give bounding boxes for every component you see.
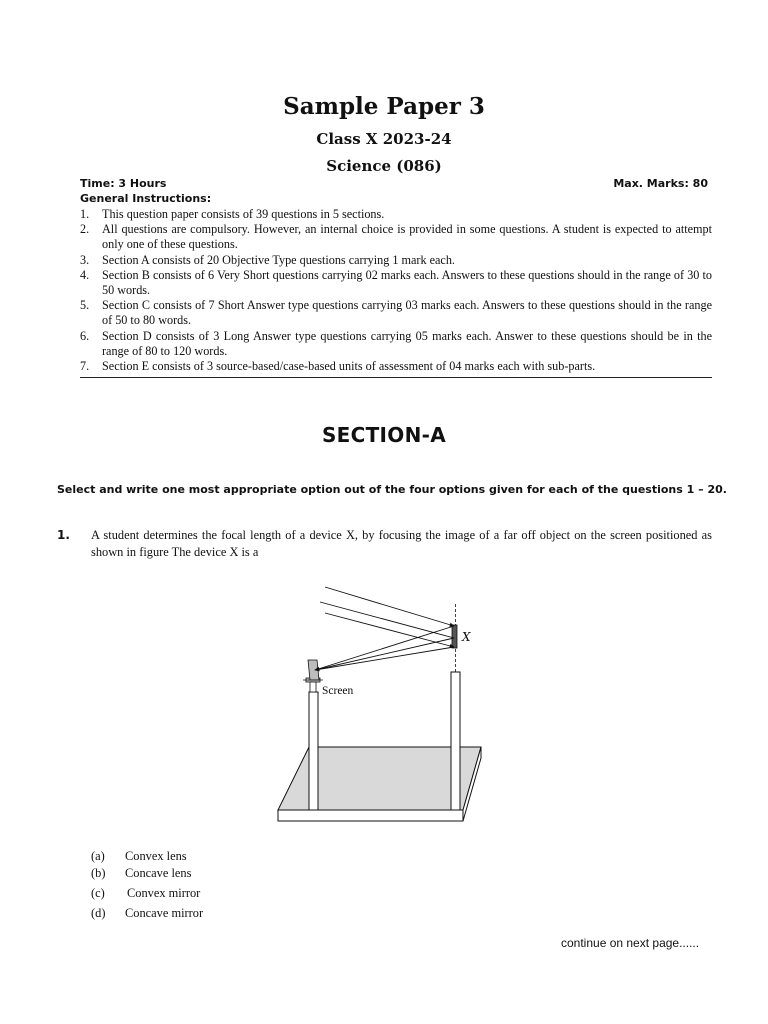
option-a[interactable] (91, 849, 187, 864)
option-label: (d) (91, 906, 106, 920)
instruction-number: 4. (80, 267, 90, 282)
instruction-item (80, 359, 712, 374)
subject-line: Science (086) (326, 157, 442, 175)
instruction-text: Section C consists of 7 Short Answer type questions carrying 03 marks each. Answers to these questions should in the range of 50 to 80 words. (102, 298, 712, 328)
instruction-number: 6. (80, 328, 90, 343)
instruction-item (80, 298, 712, 328)
instruction-item (80, 207, 712, 222)
continue-note: continue on next page...... (561, 936, 700, 950)
instructions-heading: General Instructions: (80, 192, 212, 205)
question-number: 1. (57, 528, 70, 542)
ray-diagram (315, 587, 454, 670)
instruction-item (80, 268, 712, 298)
option-label: (a) (91, 849, 105, 863)
screen-label: Screen (322, 685, 354, 697)
option-c[interactable] (91, 886, 200, 901)
option-label: (c) (91, 886, 105, 900)
instruction-text: All questions are compulsory. However, an internal choice is provided in some questions. A student is expected to attempt only one of these questions. (102, 222, 712, 252)
instruction-item (80, 253, 712, 268)
screen (303, 660, 323, 680)
max-marks-label: Max. Marks: 80 (613, 177, 708, 190)
instruction-item (80, 222, 712, 252)
option-d[interactable] (91, 906, 203, 921)
option-text: Concave lens (125, 866, 192, 880)
option-text: Convex lens (125, 849, 187, 863)
option-text: Concave mirror (125, 906, 204, 920)
instruction-text: Section E consists of 3 source-based/case-based units of assessment of 04 marks each with sub-parts. (102, 359, 596, 374)
instruction-number: 5. (80, 298, 90, 313)
question-text: A student determines the focal length of a device X, by focusing the image of a far off object on the screen positioned as shown in figure The device X is a (91, 528, 712, 559)
instruction-number: 7. (80, 359, 90, 374)
option-b[interactable] (91, 866, 191, 881)
instruction-item (80, 329, 712, 359)
device-x (452, 625, 457, 648)
class-line: Class X 2023-24 (316, 130, 452, 148)
option-text: Convex mirror (127, 886, 201, 900)
instruction-number: 2. (80, 222, 90, 237)
section-heading: SECTION-A (321, 423, 447, 447)
device-x-label: X (462, 630, 471, 644)
instruction-text: Section B consists of 6 Very Short questions carrying 02 marks each. Answers to these questions should in the range of 30 to 50 words. (102, 267, 712, 298)
instruction-text: Section A consists of 20 Objective Type questions carrying 1 mark each. (102, 252, 455, 267)
header-divider (80, 377, 712, 378)
instruction-text: Section D consists of 3 Long Answer type questions carrying 05 marks each. Answer to these questions should be in the range of 80 to 120 words. (102, 328, 712, 358)
time-label: Time: 3 Hours (80, 177, 167, 190)
option-label: (b) (91, 866, 106, 880)
optics-figure (265, 580, 497, 826)
instruction-number: 1. (80, 207, 90, 221)
section-direction: Select and write one most appropriate option out of the four options given for each of the questions 1 – 20. (57, 483, 727, 496)
instruction-number: 3. (80, 252, 90, 267)
paper-title: Sample Paper 3 (283, 93, 485, 120)
instruction-text: This question paper consists of 39 questions in 5 sections. (102, 207, 385, 221)
instructions-list (80, 207, 712, 374)
